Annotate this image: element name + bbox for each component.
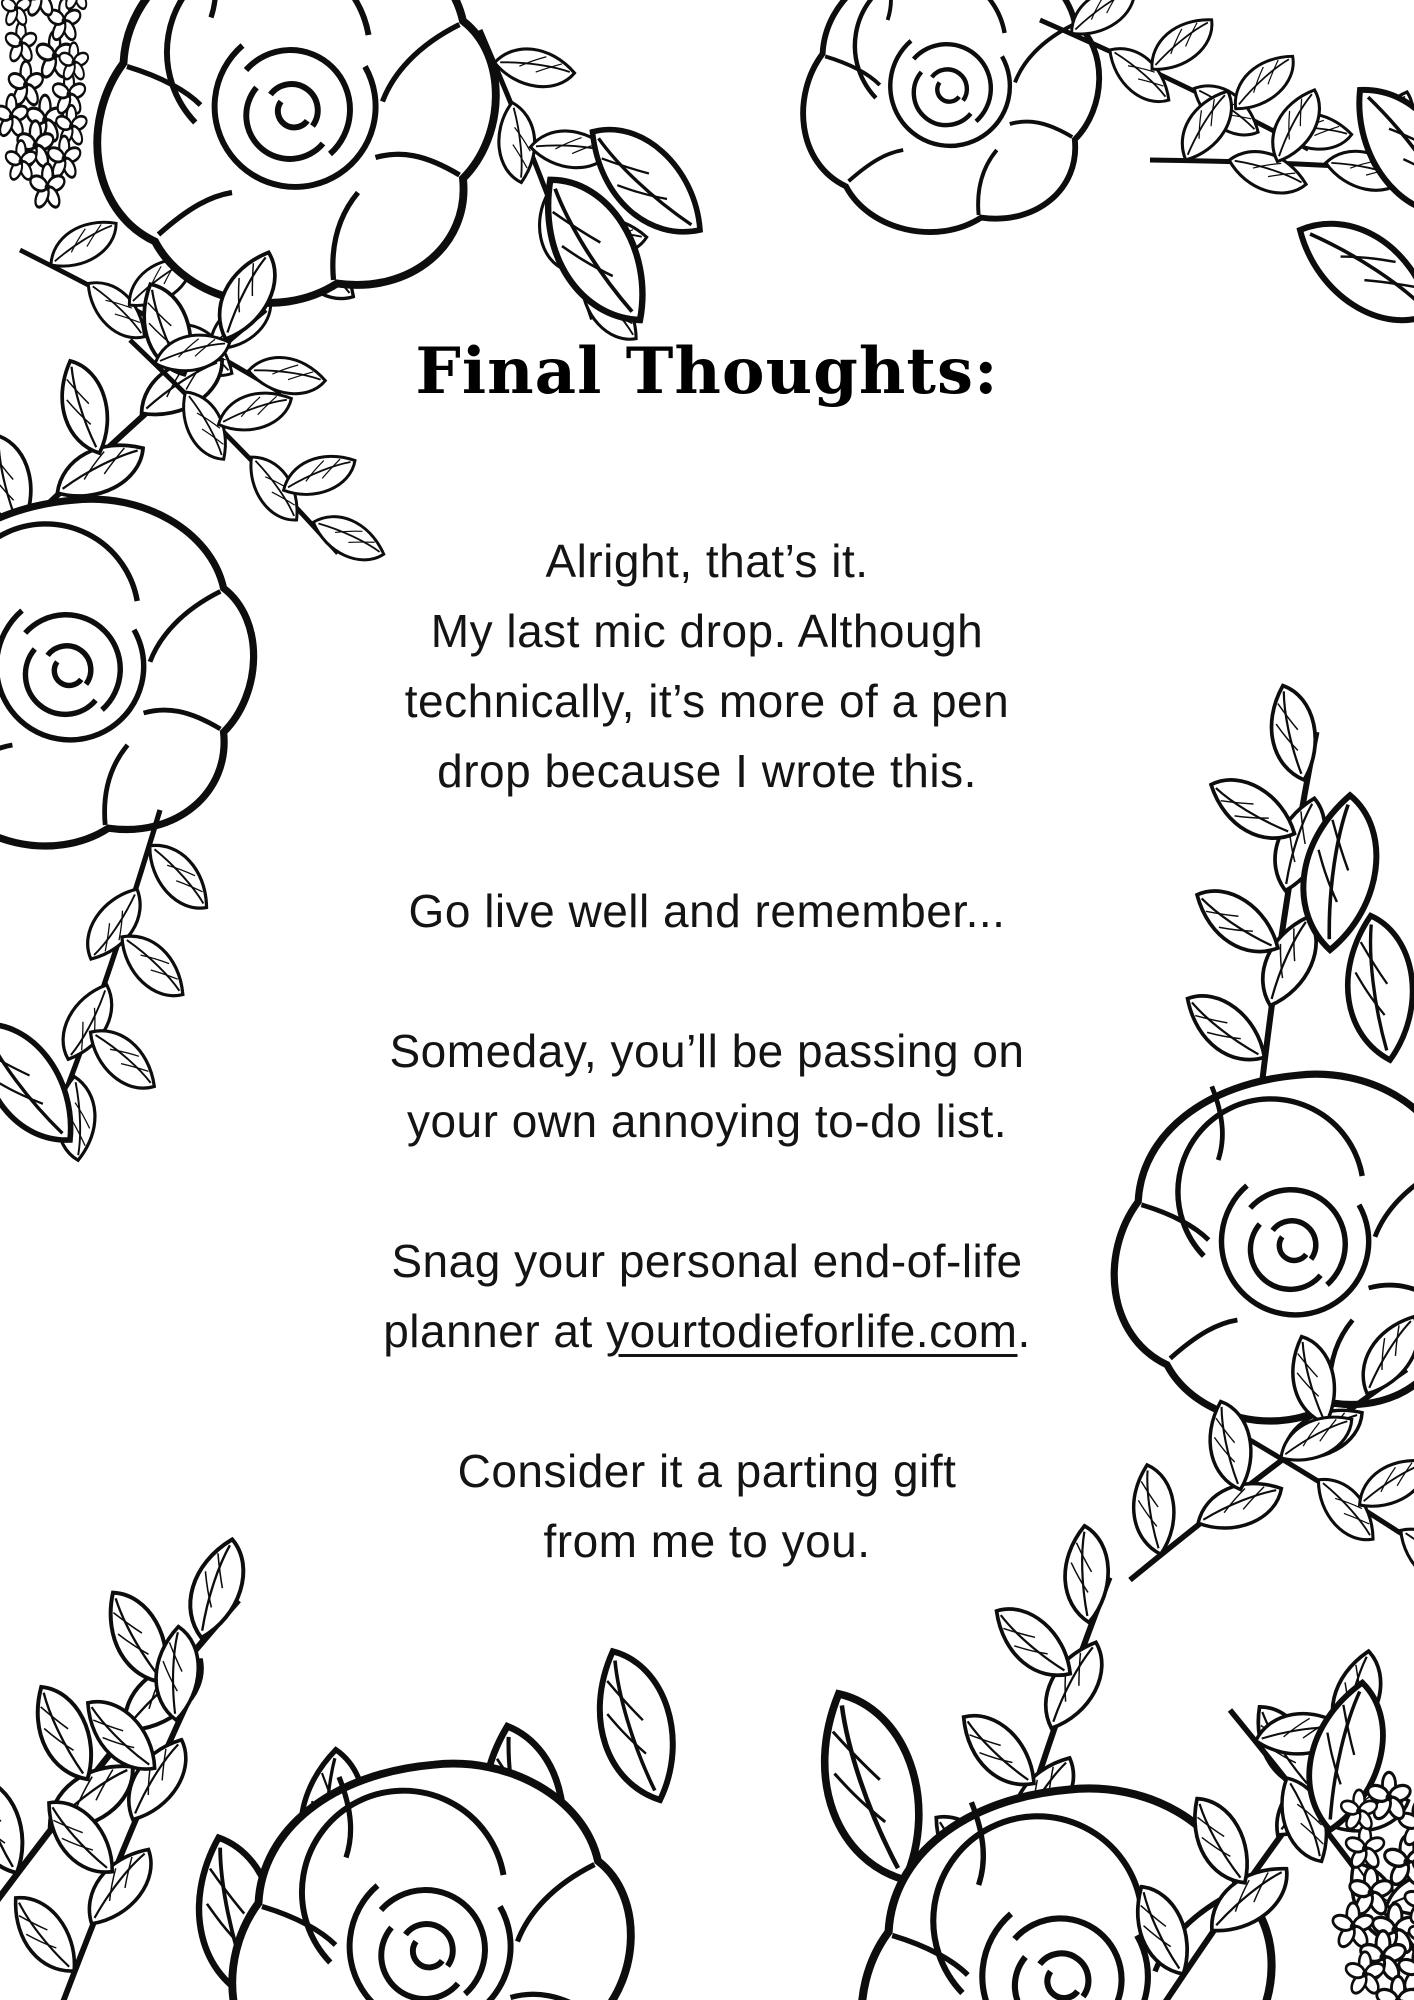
page-title: Final Thoughts: [415,334,999,409]
text-line: technically, it’s more of a pen [404,675,1010,727]
paragraph-someday [0,1016,1414,1156]
text-line: Someday, you’ll be passing on [389,1025,1025,1077]
text-line: Alright, that’s it. [545,535,869,587]
link-suffix: . [1017,1305,1031,1357]
body-text [0,526,1414,1646]
paragraph-parting-gift [0,1436,1414,1576]
text-line: Consider it a parting gift [457,1445,957,1497]
text-line: drop because I wrote this. [437,745,977,797]
paragraph-planner-cta [0,1226,1414,1366]
paragraph-intro [0,526,1414,806]
text-line: My last mic drop. Although [430,605,984,657]
text-line-with-link [0,1296,1414,1366]
text-line: Snag your personal end-of-life [391,1235,1023,1287]
link-prefix: planner at [383,1305,607,1357]
text-line: from me to you. [543,1515,871,1567]
text-line: Go live well and remember... [408,885,1006,937]
text-line: your own annoying to-do list. [406,1095,1008,1147]
planner-website-link[interactable]: yourtodieforlife.com [606,1305,1018,1357]
paragraph-remember [0,876,1414,946]
